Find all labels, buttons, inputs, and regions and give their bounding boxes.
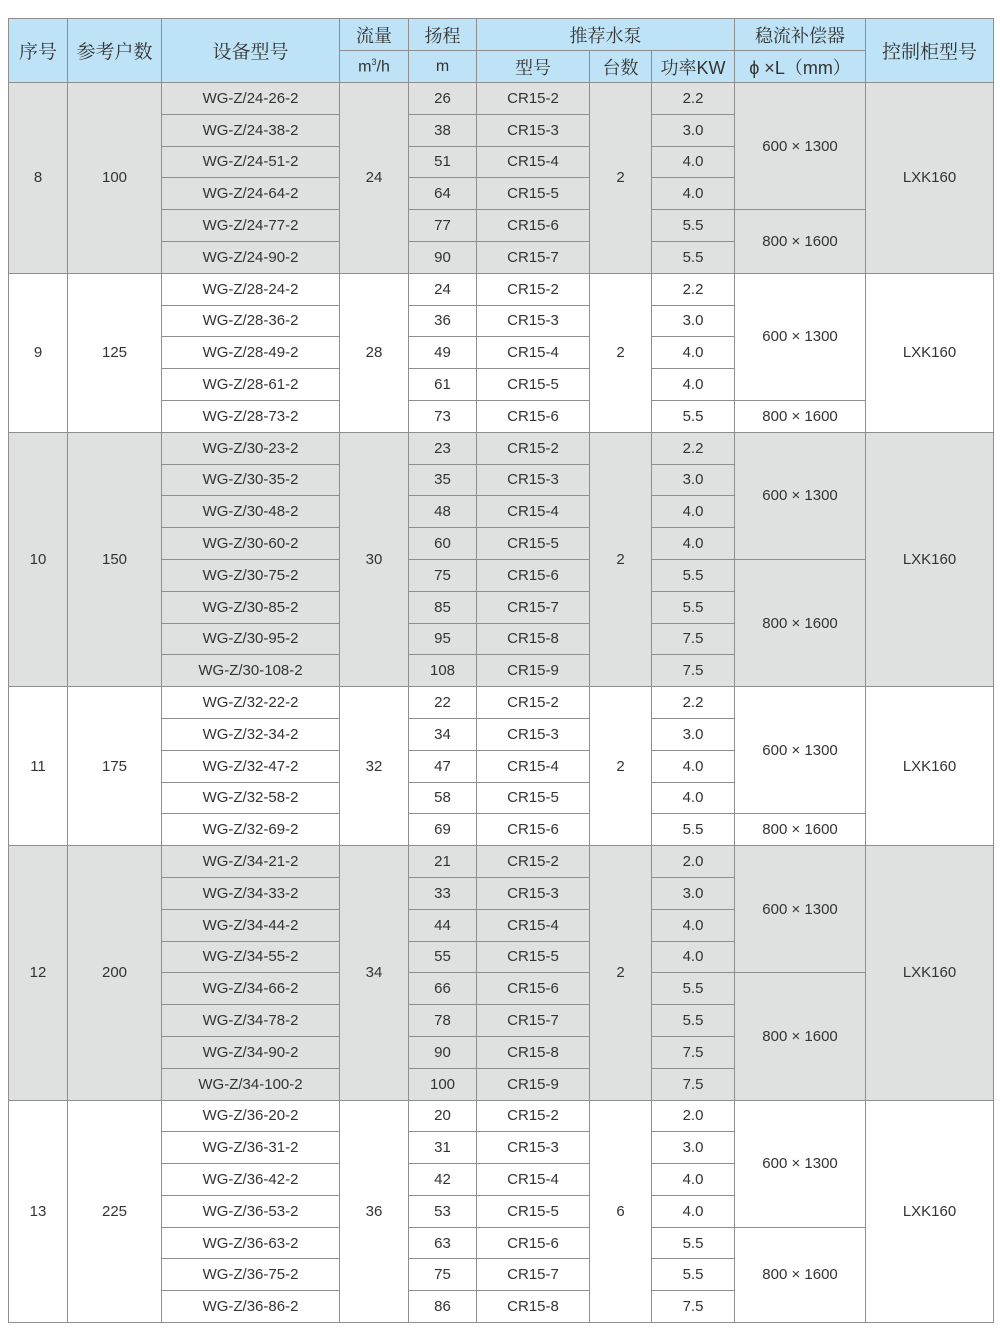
model-cell: WG-Z/24-77-2 [162, 210, 340, 242]
pump-power-cell: 2.0 [652, 846, 735, 878]
header-cabinet-model: 控制柜型号 [866, 19, 994, 83]
head-cell: 35 [409, 464, 477, 496]
pump-power-cell: 2.2 [652, 273, 735, 305]
header-pump-model: 型号 [477, 51, 590, 83]
pump-power-cell: 5.5 [652, 1227, 735, 1259]
pump-model-cell: CR15-3 [477, 305, 590, 337]
header-pump-power: 功率KW [652, 51, 735, 83]
head-cell: 22 [409, 687, 477, 719]
stabilizer-cell: 800 × 1600 [735, 973, 866, 1100]
pump-model-cell: CR15-8 [477, 623, 590, 655]
head-cell: 108 [409, 655, 477, 687]
pump-power-cell: 3.0 [652, 464, 735, 496]
model-cell: WG-Z/36-75-2 [162, 1259, 340, 1291]
head-cell: 24 [409, 273, 477, 305]
households-cell: 150 [68, 432, 162, 686]
pump-power-cell: 5.5 [652, 814, 735, 846]
head-cell: 85 [409, 591, 477, 623]
pump-model-cell: CR15-7 [477, 1259, 590, 1291]
head-cell: 73 [409, 400, 477, 432]
pump-count-cell: 6 [590, 1100, 652, 1323]
pump-count-cell: 2 [590, 846, 652, 1100]
head-cell: 36 [409, 305, 477, 337]
stabilizer-cell: 600 × 1300 [735, 1100, 866, 1227]
head-cell: 53 [409, 1195, 477, 1227]
model-cell: WG-Z/30-23-2 [162, 432, 340, 464]
flow-unit-rest: /h [376, 58, 390, 76]
pump-power-cell: 7.5 [652, 623, 735, 655]
model-cell: WG-Z/36-20-2 [162, 1100, 340, 1132]
flow-cell: 32 [340, 687, 409, 846]
table-row [9, 846, 994, 878]
head-cell: 38 [409, 114, 477, 146]
stabilizer-cell: 600 × 1300 [735, 846, 866, 973]
pump-power-cell: 4.0 [652, 496, 735, 528]
pump-model-cell: CR15-7 [477, 241, 590, 273]
head-cell: 69 [409, 814, 477, 846]
pump-model-cell: CR15-2 [477, 1100, 590, 1132]
pump-power-cell: 4.0 [652, 1195, 735, 1227]
equipment-spec-table [8, 18, 994, 1323]
pump-power-cell: 5.5 [652, 241, 735, 273]
seq-cell: 10 [9, 432, 68, 686]
pump-model-cell: CR15-9 [477, 1068, 590, 1100]
head-cell: 33 [409, 877, 477, 909]
model-cell: WG-Z/28-36-2 [162, 305, 340, 337]
model-cell: WG-Z/28-61-2 [162, 369, 340, 401]
pump-power-cell: 4.0 [652, 146, 735, 178]
head-cell: 55 [409, 941, 477, 973]
head-cell: 34 [409, 718, 477, 750]
pump-power-cell: 3.0 [652, 114, 735, 146]
flow-cell: 28 [340, 273, 409, 432]
model-cell: WG-Z/36-63-2 [162, 1227, 340, 1259]
model-cell: WG-Z/34-21-2 [162, 846, 340, 878]
pump-model-cell: CR15-6 [477, 973, 590, 1005]
households-cell: 200 [68, 846, 162, 1100]
stabilizer-cell: 800 × 1600 [735, 1227, 866, 1322]
model-cell: WG-Z/24-38-2 [162, 114, 340, 146]
stabilizer-cell: 600 × 1300 [735, 432, 866, 559]
pump-power-cell: 2.2 [652, 432, 735, 464]
table-row [9, 273, 994, 305]
flow-cell: 30 [340, 432, 409, 686]
pump-model-cell: CR15-6 [477, 400, 590, 432]
model-cell: WG-Z/32-34-2 [162, 718, 340, 750]
model-cell: WG-Z/34-66-2 [162, 973, 340, 1005]
model-cell: WG-Z/30-108-2 [162, 655, 340, 687]
head-cell: 61 [409, 369, 477, 401]
seq-cell: 13 [9, 1100, 68, 1323]
head-cell: 20 [409, 1100, 477, 1132]
head-cell: 66 [409, 973, 477, 1005]
pump-power-cell: 2.2 [652, 83, 735, 115]
model-cell: WG-Z/34-90-2 [162, 1036, 340, 1068]
stabilizer-cell: 800 × 1600 [735, 559, 866, 686]
head-cell: 63 [409, 1227, 477, 1259]
head-cell: 90 [409, 241, 477, 273]
stabilizer-cell: 600 × 1300 [735, 687, 866, 814]
head-cell: 60 [409, 528, 477, 560]
seq-cell: 11 [9, 687, 68, 846]
model-cell: WG-Z/36-86-2 [162, 1291, 340, 1323]
pump-count-cell: 2 [590, 687, 652, 846]
pump-power-cell: 4.0 [652, 1164, 735, 1196]
pump-model-cell: CR15-3 [477, 464, 590, 496]
pump-model-cell: CR15-3 [477, 1132, 590, 1164]
pump-power-cell: 3.0 [652, 305, 735, 337]
pump-power-cell: 5.5 [652, 591, 735, 623]
pump-power-cell: 7.5 [652, 655, 735, 687]
flow-unit-sup: 3 [371, 56, 377, 67]
households-cell: 175 [68, 687, 162, 846]
head-cell: 23 [409, 432, 477, 464]
flow-cell: 34 [340, 846, 409, 1100]
seq-cell: 9 [9, 273, 68, 432]
head-cell: 21 [409, 846, 477, 878]
head-cell: 49 [409, 337, 477, 369]
table-row [9, 687, 994, 719]
pump-power-cell: 3.0 [652, 718, 735, 750]
pump-model-cell: CR15-3 [477, 114, 590, 146]
model-cell: WG-Z/34-100-2 [162, 1068, 340, 1100]
table-row [9, 1100, 994, 1132]
cabinet-cell: LXK160 [866, 273, 994, 432]
pump-power-cell: 4.0 [652, 178, 735, 210]
head-cell: 58 [409, 782, 477, 814]
model-cell: WG-Z/30-95-2 [162, 623, 340, 655]
cabinet-cell: LXK160 [866, 1100, 994, 1323]
stabilizer-cell: 800 × 1600 [735, 210, 866, 274]
head-cell: 47 [409, 750, 477, 782]
pump-model-cell: CR15-8 [477, 1291, 590, 1323]
cabinet-cell: LXK160 [866, 83, 994, 274]
model-cell: WG-Z/34-44-2 [162, 909, 340, 941]
cabinet-cell: LXK160 [866, 687, 994, 846]
model-cell: WG-Z/36-42-2 [162, 1164, 340, 1196]
model-cell: WG-Z/24-26-2 [162, 83, 340, 115]
pump-power-cell: 5.5 [652, 559, 735, 591]
pump-power-cell: 5.5 [652, 973, 735, 1005]
head-cell: 78 [409, 1005, 477, 1037]
model-cell: WG-Z/30-35-2 [162, 464, 340, 496]
table-row [9, 83, 994, 115]
pump-power-cell: 4.0 [652, 782, 735, 814]
pump-power-cell: 4.0 [652, 941, 735, 973]
pump-power-cell: 3.0 [652, 877, 735, 909]
header-model: 设备型号 [162, 19, 340, 83]
pump-model-cell: CR15-6 [477, 814, 590, 846]
header-stabilizer: 稳流补偿器 [735, 19, 866, 51]
head-cell: 86 [409, 1291, 477, 1323]
pump-model-cell: CR15-2 [477, 846, 590, 878]
head-cell: 64 [409, 178, 477, 210]
head-cell: 75 [409, 1259, 477, 1291]
pump-model-cell: CR15-4 [477, 496, 590, 528]
pump-model-cell: CR15-3 [477, 718, 590, 750]
pump-model-cell: CR15-6 [477, 210, 590, 242]
pump-model-cell: CR15-4 [477, 1164, 590, 1196]
model-cell: WG-Z/30-48-2 [162, 496, 340, 528]
header-head: 扬程 [409, 19, 477, 51]
stabilizer-cell: 600 × 1300 [735, 83, 866, 210]
households-cell: 125 [68, 273, 162, 432]
model-cell: WG-Z/32-22-2 [162, 687, 340, 719]
model-cell: WG-Z/36-53-2 [162, 1195, 340, 1227]
pump-power-cell: 4.0 [652, 337, 735, 369]
pump-model-cell: CR15-5 [477, 528, 590, 560]
pump-power-cell: 3.0 [652, 1132, 735, 1164]
pump-model-cell: CR15-8 [477, 1036, 590, 1068]
model-cell: WG-Z/30-60-2 [162, 528, 340, 560]
model-cell: WG-Z/34-33-2 [162, 877, 340, 909]
flow-cell: 24 [340, 83, 409, 274]
seq-cell: 12 [9, 846, 68, 1100]
flow-unit-base: m [358, 58, 372, 76]
header-head-unit: m [409, 51, 477, 83]
pump-power-cell: 4.0 [652, 369, 735, 401]
pump-model-cell: CR15-4 [477, 337, 590, 369]
households-cell: 100 [68, 83, 162, 274]
pump-model-cell: CR15-5 [477, 178, 590, 210]
flow-cell: 36 [340, 1100, 409, 1323]
pump-count-cell: 2 [590, 273, 652, 432]
pump-power-cell: 5.5 [652, 1259, 735, 1291]
table-body [9, 83, 994, 1323]
households-cell: 225 [68, 1100, 162, 1323]
pump-power-cell: 7.5 [652, 1036, 735, 1068]
model-cell: WG-Z/24-64-2 [162, 178, 340, 210]
pump-count-cell: 2 [590, 83, 652, 274]
stabilizer-cell: 800 × 1600 [735, 400, 866, 432]
pump-model-cell: CR15-5 [477, 369, 590, 401]
pump-model-cell: CR15-4 [477, 146, 590, 178]
pump-power-cell: 5.5 [652, 1005, 735, 1037]
pump-model-cell: CR15-3 [477, 877, 590, 909]
pump-model-cell: CR15-4 [477, 750, 590, 782]
model-cell: WG-Z/36-31-2 [162, 1132, 340, 1164]
pump-power-cell: 7.5 [652, 1291, 735, 1323]
header-flow-unit [340, 51, 409, 83]
header-households: 参考户数 [68, 19, 162, 83]
pump-model-cell: CR15-4 [477, 909, 590, 941]
header-recommended-pump: 推荐水泵 [477, 19, 735, 51]
pump-model-cell: CR15-7 [477, 1005, 590, 1037]
stabilizer-cell: 800 × 1600 [735, 814, 866, 846]
model-cell: WG-Z/28-49-2 [162, 337, 340, 369]
head-cell: 90 [409, 1036, 477, 1068]
pump-count-cell: 2 [590, 432, 652, 686]
pump-power-cell: 7.5 [652, 1068, 735, 1100]
pump-model-cell: CR15-7 [477, 591, 590, 623]
model-cell: WG-Z/24-90-2 [162, 241, 340, 273]
pump-power-cell: 5.5 [652, 210, 735, 242]
cabinet-cell: LXK160 [866, 846, 994, 1100]
model-cell: WG-Z/30-85-2 [162, 591, 340, 623]
model-cell: WG-Z/30-75-2 [162, 559, 340, 591]
head-cell: 51 [409, 146, 477, 178]
model-cell: WG-Z/32-69-2 [162, 814, 340, 846]
head-cell: 42 [409, 1164, 477, 1196]
model-cell: WG-Z/32-58-2 [162, 782, 340, 814]
pump-model-cell: CR15-6 [477, 1227, 590, 1259]
stabilizer-cell: 600 × 1300 [735, 273, 866, 400]
head-cell: 48 [409, 496, 477, 528]
pump-model-cell: CR15-2 [477, 83, 590, 115]
model-cell: WG-Z/28-73-2 [162, 400, 340, 432]
pump-model-cell: CR15-2 [477, 687, 590, 719]
head-cell: 75 [409, 559, 477, 591]
pump-model-cell: CR15-9 [477, 655, 590, 687]
header-flow: 流量 [340, 19, 409, 51]
header-stabilizer-dim: ϕ ×L（mm） [735, 51, 866, 83]
pump-model-cell: CR15-2 [477, 273, 590, 305]
pump-power-cell: 4.0 [652, 909, 735, 941]
head-cell: 95 [409, 623, 477, 655]
pump-power-cell: 4.0 [652, 750, 735, 782]
table-row [9, 432, 994, 464]
model-cell: WG-Z/28-24-2 [162, 273, 340, 305]
model-cell: WG-Z/34-55-2 [162, 941, 340, 973]
pump-power-cell: 2.0 [652, 1100, 735, 1132]
pump-model-cell: CR15-5 [477, 1195, 590, 1227]
model-cell: WG-Z/34-78-2 [162, 1005, 340, 1037]
pump-model-cell: CR15-5 [477, 782, 590, 814]
header-seq: 序号 [9, 19, 68, 83]
model-cell: WG-Z/32-47-2 [162, 750, 340, 782]
pump-model-cell: CR15-2 [477, 432, 590, 464]
head-cell: 77 [409, 210, 477, 242]
table-header [9, 19, 994, 83]
pump-power-cell: 4.0 [652, 528, 735, 560]
cabinet-cell: LXK160 [866, 432, 994, 686]
seq-cell: 8 [9, 83, 68, 274]
head-cell: 31 [409, 1132, 477, 1164]
pump-model-cell: CR15-5 [477, 941, 590, 973]
pump-model-cell: CR15-6 [477, 559, 590, 591]
pump-power-cell: 5.5 [652, 400, 735, 432]
head-cell: 44 [409, 909, 477, 941]
head-cell: 26 [409, 83, 477, 115]
pump-power-cell: 2.2 [652, 687, 735, 719]
head-cell: 100 [409, 1068, 477, 1100]
header-pump-count: 台数 [590, 51, 652, 83]
model-cell: WG-Z/24-51-2 [162, 146, 340, 178]
